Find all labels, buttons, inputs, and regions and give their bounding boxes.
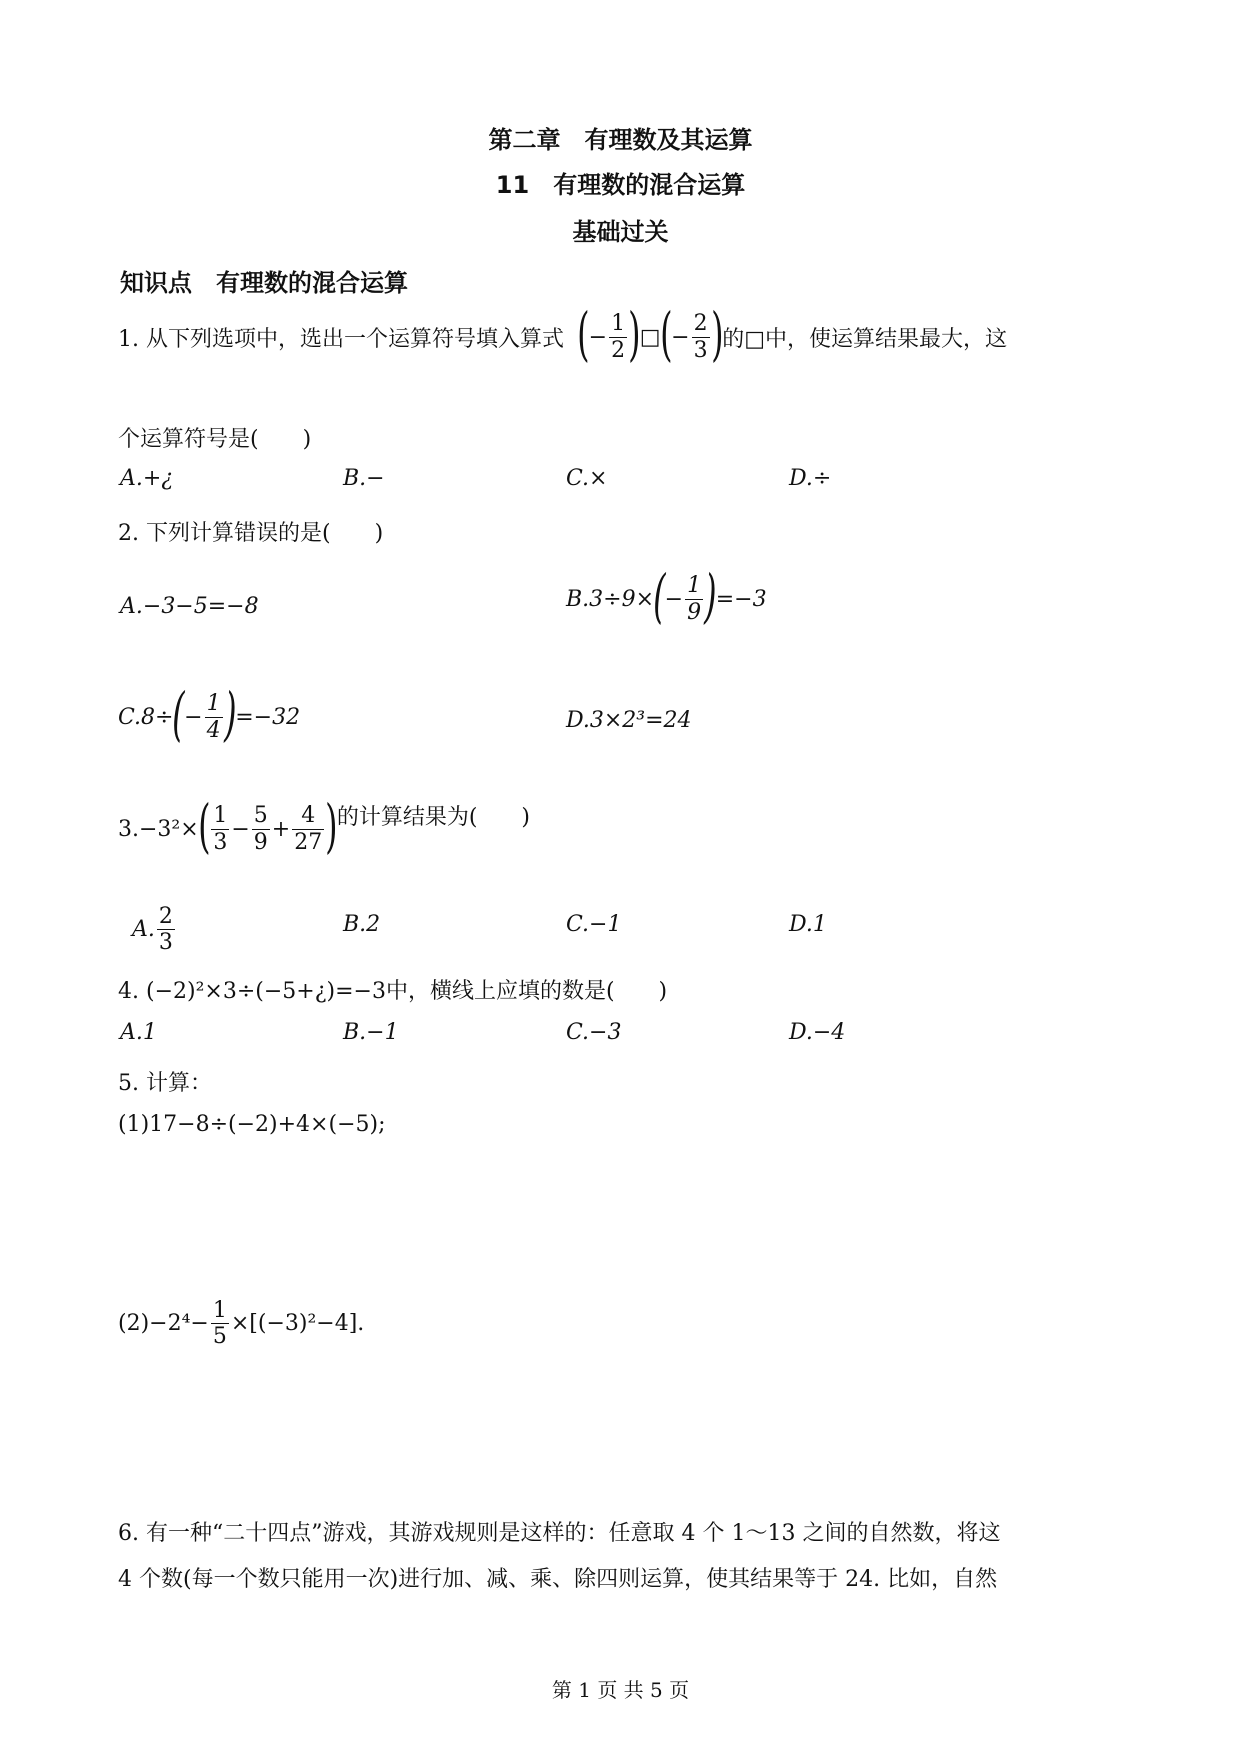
page-footer: 第 1 页 共 5 页 [551,1678,690,1702]
q4-option-c: C.−3 [566,1020,622,1045]
q1-text-a: 1. 从下列选项中，选出一个运算符号填入算式 [118,326,564,352]
question-5-stem: 5. 计算： [118,1071,212,1096]
q3-option-a: A. $\frac{2}{3}$ [132,904,173,956]
q3-option-d: D.1 [789,912,827,937]
question-4-stem: 4. (−2)²×3÷(−5+¿)=−3中，横线上应填的数是( ) [118,979,668,1004]
q2-option-d: D.3×2³=24 [566,708,692,733]
q3-option-b: B.2 [343,912,381,937]
question-2-stem: 2. 下列计算错误的是( ) [118,521,384,546]
question-1-line-2: 个运算符号是( ) [118,427,312,452]
q2-option-c: C.8÷ ( − $\frac{1}{4}$ ) =−32 [118,680,301,748]
q4-option-b: B.−1 [343,1020,399,1045]
q4-option-a: A.1 [120,1020,157,1045]
question-6-line-2: 4 个数(每一个数只能用一次)进行加、减、乘、除四则运算，使其结果等于 24. 比如，自然 [118,1567,998,1592]
q1-fraction-1: $\frac{1}{2}$ [611,311,626,363]
q2-option-b: B.3÷9× ( − $\frac{1}{9}$ ) =−3 [566,562,767,630]
q1-option-b: B.− [343,466,385,491]
question-6-line-1: 6. 有一种“二十四点”游戏，其游戏规则是这样的：任意取 4 个 1～13 之间的自然数，将这 [118,1521,1001,1546]
q1-text-b: 的□中，使运算结果最大，这 [722,326,1008,352]
q1-option-d: D.÷ [789,466,832,491]
q5-part-2: (2)−2⁴− $\frac{1}{5}$ ×[(−3)²−4]. [118,1298,365,1350]
question-1-line-1: 1. 从下列选项中，选出一个运算符号填入算式 ( − $\frac{1}{2}$ ) □ ( − $\frac{2}{3}$ ) 的□中，使运算结果最大，这 [118,300,1008,368]
level-title: 基础过关 [572,218,669,246]
q4-option-d: D.−4 [789,1020,846,1045]
question-3-stem: 3.−3²× ( $\frac{1}{3}$ − $\frac{5}{9}$ + $\frac{4}{27}$ ) 的计算结果为( ) [118,792,531,860]
section-title: 11 有理数的混合运算 [495,171,746,199]
q2-option-a: A.−3−5=−8 [120,594,259,619]
q5-part-1: (1)17−8÷(−2)+4×(−5); [118,1112,386,1137]
q3-option-c: C.−1 [566,912,622,937]
q1-fraction-2: $\frac{2}{3}$ [693,311,708,363]
q1-option-c: C.× [566,466,608,491]
q1-option-a: A.+¿ [120,466,174,491]
q1-operator-box: □ [639,324,661,350]
chapter-title: 第二章 有理数及其运算 [488,126,753,154]
knowledge-point: 知识点 有理数的混合运算 [120,269,408,297]
